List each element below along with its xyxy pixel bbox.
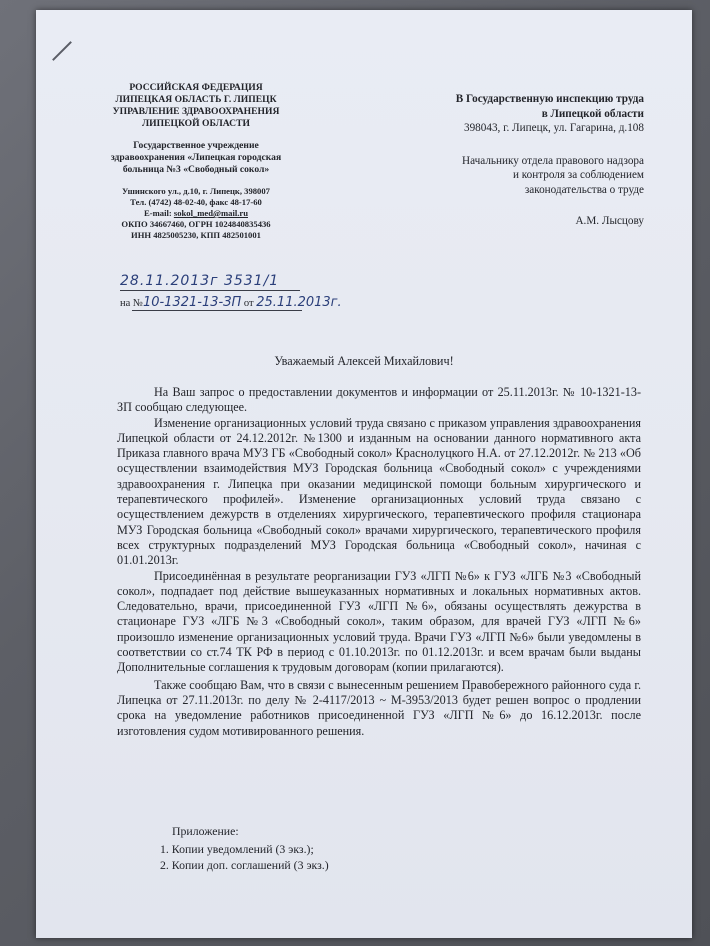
- sender-inn: ИНН 4825005230, КПП 482501001: [131, 230, 261, 240]
- sender-contacts: [82, 186, 310, 241]
- recipient-position-line-3: законодательства о труде: [524, 183, 644, 196]
- recipient-address: 398043, г. Липецк, ул. Гагарина, д.108: [463, 122, 644, 135]
- paragraph-reorganization: Присоединённая в результате реорганизации ГУЗ «ЛГП №6» к ГУЗ «ЛГБ №3 «Свободный сокол», подпадает под действие вышеуказанных нормативных и локальных нормативных актов. Следовательно, врачи, присоединенной ГУЗ «ЛГП №6», обязаны осуществлять дежурства в стационаре ГУЗ «ЛГБ №3 «Свободный сокол», таким образом, для врачей ГУЗ «ЛГП №6» произошло изменение организационных условий труда. Врачи ГУЗ «ЛГП №6» были уведомлены в соответствии со ст.74 ТК РФ в период с 01.10.2013г. по 01.12.2013г. и всем врачам были выданы Дополнительные соглашения к трудовым договорам (копии прилагаются).: [117, 568, 641, 675]
- sender-okpo: ОКПО 34667460, ОГРН 1024840835436: [121, 219, 271, 229]
- sender-department-line-1: УПРАВЛЕНИЕ ЗДРАВООХРАНЕНИЯ: [112, 106, 280, 117]
- attachment-item: 1. Копии уведомлений (3 экз.);: [160, 842, 314, 856]
- pen-mark: [52, 41, 72, 61]
- sender-letterhead: [82, 82, 310, 241]
- sender-email: [82, 208, 310, 219]
- letter-page: [36, 10, 692, 938]
- recipient-name: А.М. Лысцову: [575, 214, 644, 227]
- paragraph-request: На Ваш запрос о предоставлении документов и информации от 25.11.2013г. № 10-1321-13-ЗП сообщаю следующее.: [117, 385, 641, 415]
- paragraph-conditions: Изменение организационных условий труда связано с приказом управления здравоохранения Липецкой области от 24.12.2012г. №1300 и изданным на основании данного нормативного акта Приказа главного врача МУЗ ГБ «Свободный сокол» Краснолуцкого Н.А. от 27.12.2012г. № 213 «Об осуществлении взаимодействия МУЗ Городская больница «Свободный сокол» с учреждениями здравоохранения г. Липецка при оказании медицинской помощи больным хирургического и терапевтического профилей». Изменение организационных условий труда связано с осуществлением дежурств в отделениях хирургического, терапевтического профиля стационара МУЗ Городская больница «Свободный сокол» врачами хирургического, терапевтического профиля всех структурных подразделений МУЗ Городская больница «Свободный сокол», начиная с 01.01.2013г.: [117, 415, 641, 568]
- attachments-title: Приложение:: [172, 824, 239, 838]
- sender-authority: [82, 82, 310, 130]
- recipient-position-line-2: и контроля за соблюдением: [512, 169, 644, 182]
- attachment-item: 2. Копии доп. соглашений (3 экз.): [160, 858, 329, 872]
- incoming-reference: [120, 295, 342, 310]
- paragraph-court-decision: Также сообщаю Вам, что в связи с вынесенным решением Правобережного районного суда г. Липецка от 27.11.2013г. по делу № 2-4117/2013 ~ М-3953/2013 будет решен вопрос о продлении срока на уведомление работников присоединенной ГУЗ «ЛГП №6» до 16.12.2013г. после изготовления судом мотивированного решения.: [117, 677, 641, 738]
- sender-institution-line-1: Государственное учреждение: [133, 140, 259, 151]
- email-label: E-mail:: [144, 208, 174, 218]
- recipient-org-line-1: В Государственную инспекцию труда: [455, 93, 644, 105]
- reference-prefix: на №: [120, 298, 143, 309]
- sender-institution: [82, 140, 310, 176]
- sender-country: РОССИЙСКАЯ ФЕДЕРАЦИЯ: [129, 82, 263, 93]
- sender-institution-line-3: больница №3 «Свободный сокол»: [122, 164, 270, 175]
- letter-body: [117, 385, 641, 739]
- reference-from-word: от: [241, 298, 257, 309]
- sender-department-line-2: ЛИПЕЦКОЙ ОБЛАСТИ: [142, 118, 250, 129]
- incoming-number-handwritten: 10-1321-13-ЗП: [142, 295, 242, 310]
- recipient-block: [390, 92, 644, 228]
- incoming-date-handwritten: 25.11.2013г.: [256, 295, 342, 310]
- sender-phone: Тел. (4742) 48-02-40, факс 48-17-60: [130, 197, 262, 207]
- sender-region: ЛИПЕЦКАЯ ОБЛАСТЬ Г. ЛИПЕЦК: [115, 94, 277, 105]
- sender-address: Ушинского ул., д.10, г. Липецк, 398007: [122, 186, 270, 196]
- recipient-org-line-2: в Липецкой области: [541, 107, 644, 120]
- greeting: Уважаемый Алексей Михайлович!: [274, 354, 454, 368]
- email-address: sokol_med@mail.ru: [173, 208, 248, 218]
- incoming-reference-line: [132, 310, 302, 311]
- attachments: [160, 823, 329, 873]
- sender-institution-line-2: здравоохранения «Липецкая городская: [110, 152, 282, 163]
- recipient-position-line-1: Начальнику отдела правового надзора: [462, 154, 644, 167]
- outgoing-number-line: [120, 290, 300, 291]
- outgoing-number-handwritten: 28.11.2013г 3531/1: [120, 273, 280, 289]
